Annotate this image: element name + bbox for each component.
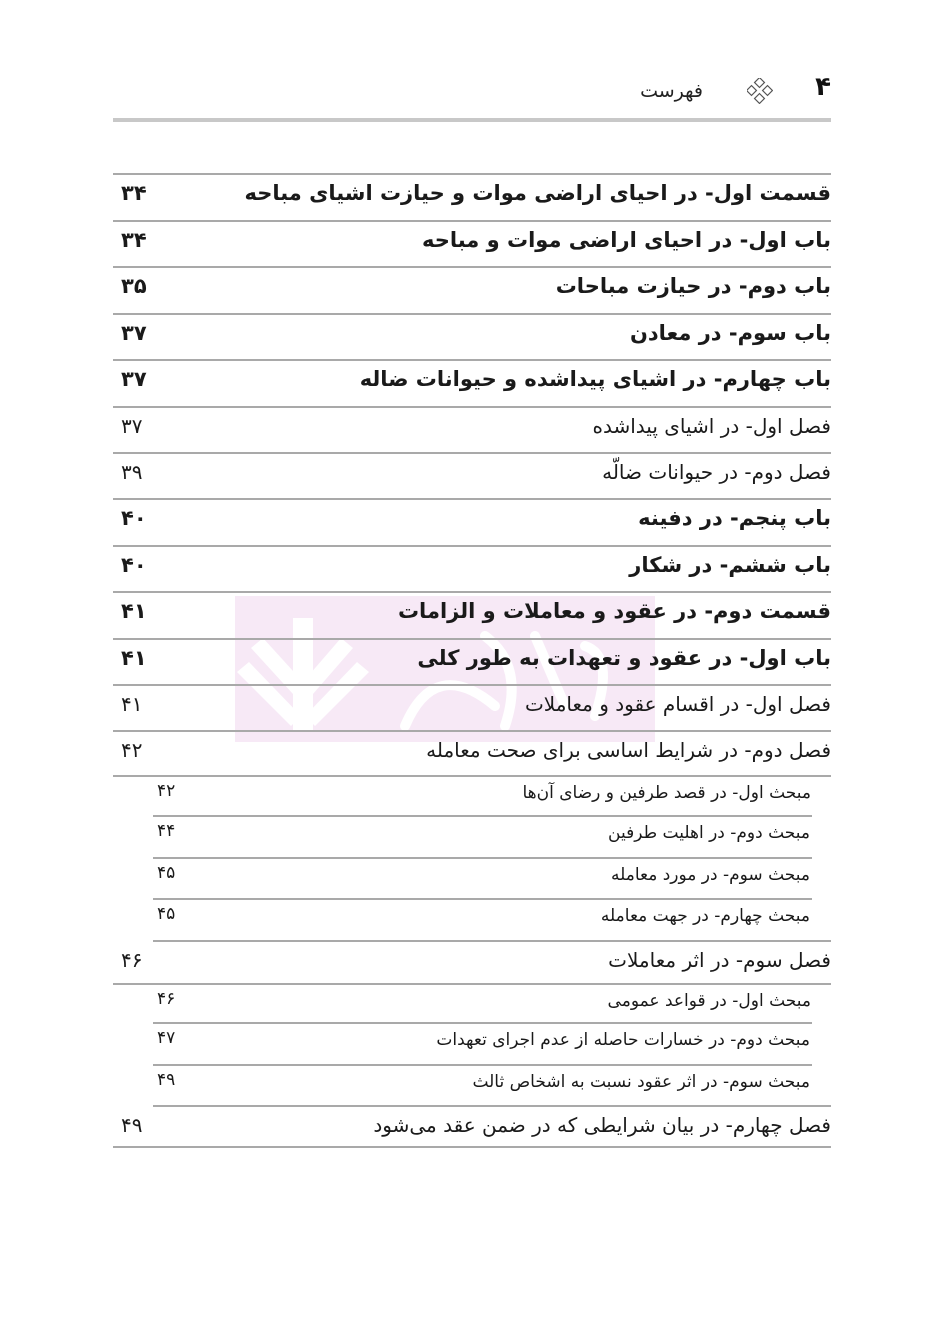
toc-entry[interactable] <box>113 313 831 359</box>
toc-entry-title: فصل دوم- در شرایط اساسی برای صحت معامله <box>426 738 831 762</box>
toc-entry-title: فصل چهارم- در بیان شرایطی که در ضمن عقد می‌شود <box>373 1113 831 1137</box>
toc-entry-page: ۴۱ <box>121 692 143 716</box>
toc-entry-page: ۴۶ <box>121 948 143 972</box>
toc-entry-page: ۴۱ <box>121 646 147 670</box>
toc-entry-page: ۳۴ <box>121 228 147 252</box>
page-number: ۴ <box>815 72 831 102</box>
toc-entry-page: ۴۲ <box>157 781 176 801</box>
toc-entry-page: ۴۰ <box>121 506 147 530</box>
toc-entry-page: ۴۲ <box>121 738 143 762</box>
toc-entry-title: مبحث سوم- در مورد معامله <box>611 865 810 885</box>
toc-entry[interactable] <box>113 545 831 591</box>
toc-entry-title: مبحث سوم- در اثر عقود نسبت به اشخاص ثالث <box>472 1072 810 1092</box>
toc-entry-page: ۴۵ <box>157 863 176 883</box>
toc-entry[interactable] <box>153 898 812 940</box>
toc-entry-page: ۴۹ <box>121 1113 143 1137</box>
toc-entry-title: فصل اول- در اقسام عقود و معاملات <box>524 692 831 716</box>
page-header <box>113 70 831 122</box>
toc-entry[interactable] <box>113 452 831 498</box>
toc-entry-title: فصل اول- در اشیای پیداشده <box>592 414 831 438</box>
toc-entry-title: مبحث اول- در قصد طرفین و رضای آن‌ها <box>522 783 811 803</box>
toc-entry-title: فصل دوم- در حیوانات ضالّه <box>602 460 831 484</box>
toc-entry[interactable] <box>121 940 831 983</box>
toc-entry-page: ۳۹ <box>121 460 143 484</box>
toc-entry[interactable] <box>113 173 831 220</box>
toc-entry-page: ۳۷ <box>121 321 147 345</box>
toc-entry-title: باب ششم- در شکار <box>629 553 831 577</box>
toc-entry-page: ۳۷ <box>121 367 147 391</box>
toc-entry-title: باب اول- در عقود و تعهدات به طور کلی <box>417 646 831 670</box>
toc-entry-title: مبحث دوم- در خسارات حاصله از عدم اجرای تعهدات <box>436 1030 810 1050</box>
toc-entry[interactable] <box>113 638 831 684</box>
toc-entry[interactable] <box>153 1064 812 1105</box>
toc-entry-page: ۳۴ <box>121 181 147 205</box>
toc-entry[interactable] <box>113 266 831 313</box>
toc-entry[interactable] <box>113 359 831 406</box>
toc-entry-page: ۴۶ <box>157 989 176 1009</box>
ornament-icon <box>747 78 773 104</box>
toc-entry-title: قسمت دوم- در عقود و معاملات و الزامات <box>397 599 831 623</box>
toc-entry[interactable] <box>113 684 831 730</box>
toc-entry-page: ۴۰ <box>121 553 147 577</box>
toc-entry-title: قسمت اول- در احیای اراضی موات و حیازت اشیای مباحه <box>244 181 831 205</box>
toc-entry[interactable] <box>113 775 831 815</box>
toc-entry-page: ۳۷ <box>121 414 143 438</box>
toc-entry-page: ۳۵ <box>121 274 147 298</box>
toc-entry[interactable] <box>153 1022 812 1064</box>
toc-entry[interactable] <box>153 857 812 898</box>
toc-entry[interactable] <box>113 730 831 775</box>
toc-entry-title: باب پنجم- در دفینه <box>638 506 831 530</box>
toc-entry[interactable] <box>113 983 831 1022</box>
toc-entry-title: مبحث چهارم- در جهت معامله <box>600 906 810 926</box>
toc-entry-page: ۴۷ <box>157 1028 176 1048</box>
toc-entry-page: ۴۹ <box>157 1070 176 1090</box>
bottom-rule <box>113 1146 831 1148</box>
toc-entry[interactable] <box>113 591 831 638</box>
toc-entry-title: مبحث دوم- در اهلیت طرفین <box>608 823 810 843</box>
toc-entry-title: فصل سوم- در اثر معاملات <box>608 948 831 972</box>
toc-entry[interactable] <box>153 815 812 857</box>
toc-entry-page: ۴۱ <box>121 599 147 623</box>
toc-entry-page: ۴۴ <box>157 821 176 841</box>
toc-entry-page: ۴۵ <box>157 904 176 924</box>
toc-entry[interactable] <box>121 1105 831 1146</box>
toc-entry[interactable] <box>113 220 831 266</box>
header-title: فهرست <box>640 80 703 102</box>
toc-entry-title: باب چهارم- در اشیای پیداشده و حیوانات ضاله <box>359 367 831 391</box>
toc-entry[interactable] <box>113 406 831 452</box>
toc-entry-title: باب اول- در احیای اراضی موات و مباحه <box>421 228 831 252</box>
toc-entry[interactable] <box>113 498 831 545</box>
toc-entry-title: باب سوم- در معادن <box>629 321 831 345</box>
toc-entry-title: باب دوم- در حیازت مباحات <box>555 274 831 298</box>
toc-entry-title: مبحث اول- در قواعد عمومی <box>607 991 811 1011</box>
